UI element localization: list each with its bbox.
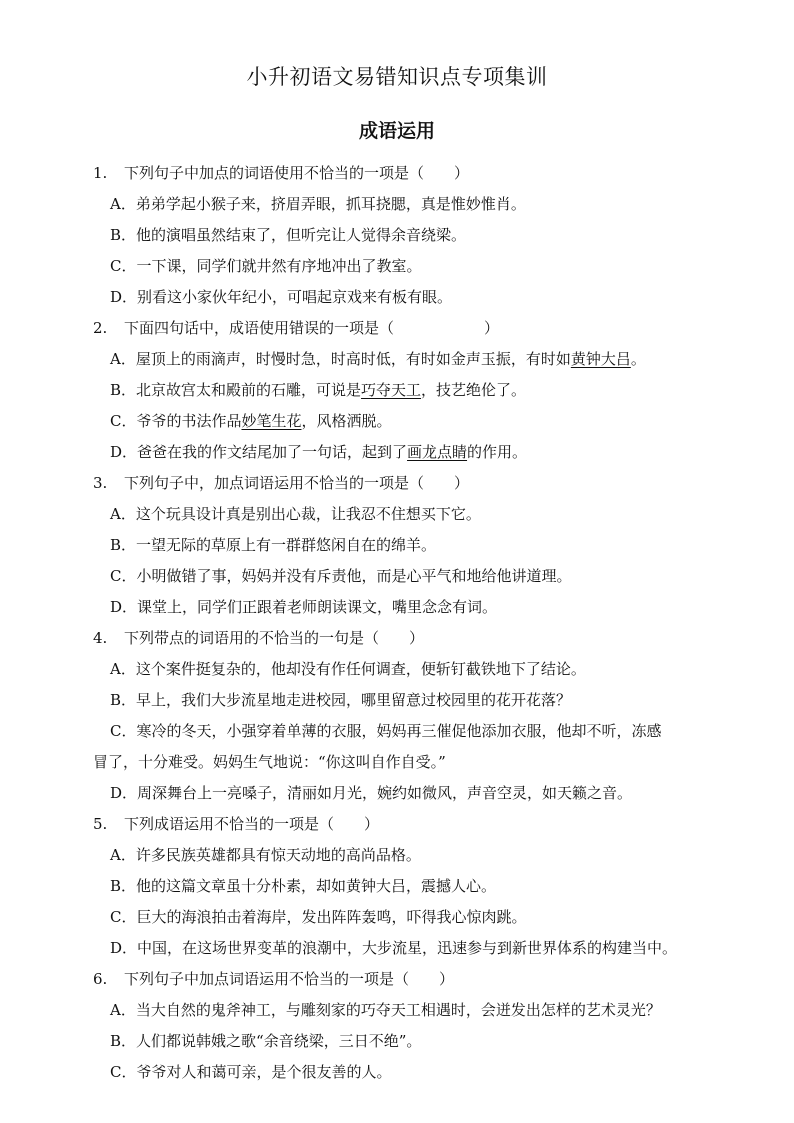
question-stem bbox=[93, 158, 705, 189]
question-text: 下列句子中加点词语运用不恰当的一项是（ ） bbox=[124, 970, 455, 988]
underlined-idiom: 黄钟大吕 bbox=[570, 350, 631, 368]
underlined-idiom: 妙笔生花 bbox=[241, 412, 302, 430]
option-text: C．爷爷的书法作品 bbox=[110, 412, 242, 430]
option-c bbox=[93, 406, 705, 437]
question-text: 下列成语运用不恰当的一项是（ ） bbox=[124, 815, 380, 833]
question-number: 4. bbox=[93, 629, 108, 647]
underlined-idiom: 巧夺天工 bbox=[361, 381, 422, 399]
option-a: A．弟弟学起小猴子来，挤眉弄眼，抓耳挠腮，真是惟妙惟肖。 bbox=[110, 195, 526, 213]
question-list bbox=[93, 158, 705, 1088]
option-d: D．中国，在这场世界变革的浪潮中，大步流星，迅速参与到新世界体系的构建当中。 bbox=[110, 939, 678, 957]
option-d: D．课堂上，同学们正跟着老师朗读课文，嘴里念念有词。 bbox=[110, 598, 498, 616]
option-c bbox=[93, 716, 705, 778]
option-c: C．巨大的海浪拍击着海岸，发出阵阵轰鸣，吓得我心惊肉跳。 bbox=[110, 908, 527, 926]
option-text: B．北京故宫太和殿前的石雕，可说是 bbox=[110, 381, 362, 399]
option-d: D．别看这小家伙年纪小，可唱起京戏来有板有眼。 bbox=[110, 288, 453, 306]
option-c: C．一下课，同学们就井然有序地冲出了教室。 bbox=[110, 257, 422, 275]
option-b: B．他的这篇文章虽十分朴素，却如黄钟大吕，震撼人心。 bbox=[110, 877, 497, 895]
question-number: 3. bbox=[93, 474, 108, 492]
question-text: 下列带点的词语用的不恰当的一句是（ ） bbox=[124, 629, 425, 647]
question-stem bbox=[93, 964, 705, 995]
question-text: 下列句子中，加点词语运用不恰当的一项是（ ） bbox=[124, 474, 470, 492]
option-text: A．屋顶上的雨滴声，时慢时急，时高时低，有时如金声玉振，有时如 bbox=[110, 350, 571, 368]
option-b bbox=[93, 375, 705, 406]
option-a: A．许多民族英雄都具有惊天动地的高尚品格。 bbox=[110, 846, 421, 864]
question-3 bbox=[93, 468, 705, 623]
question-4 bbox=[93, 623, 705, 809]
option-text-continued: 冒了，十分难受。妈妈生气地说：“你这叫自作自受。” bbox=[93, 753, 446, 771]
question-stem bbox=[93, 468, 705, 499]
option-text: 的作用。 bbox=[467, 443, 528, 461]
question-number: 1. bbox=[93, 164, 108, 182]
option-d bbox=[93, 437, 705, 468]
question-1 bbox=[93, 158, 705, 313]
option-b: B．一望无际的草原上有一群群悠闲自在的绵羊。 bbox=[110, 536, 437, 554]
question-5 bbox=[93, 809, 705, 964]
question-stem bbox=[93, 313, 705, 344]
option-text: ，风格洒脱。 bbox=[301, 412, 392, 430]
option-a: A．这个玩具设计真是别出心裁，让我忍不住想买下它。 bbox=[110, 505, 481, 523]
option-d: D．周深舞台上一亮嗓子，清丽如月光，婉约如微风，声音空灵，如天籁之音。 bbox=[110, 784, 633, 802]
option-text: 。 bbox=[630, 350, 646, 368]
question-stem bbox=[93, 623, 705, 654]
option-text: ，技艺绝伦了。 bbox=[421, 381, 527, 399]
underlined-idiom: 画龙点睛 bbox=[407, 443, 468, 461]
question-6 bbox=[93, 964, 705, 1088]
section-title: 成语运用 bbox=[358, 120, 435, 142]
document-title: 小升初语文易错知识点专项集训 bbox=[246, 65, 548, 89]
question-text: 下面四句话中，成语使用错误的一项是（ ） bbox=[124, 319, 500, 337]
option-text: C．寒冷的冬天，小强穿着单薄的衣服，妈妈再三催促他添加衣服，他却不听，冻感 bbox=[110, 722, 662, 740]
question-2 bbox=[93, 313, 705, 468]
option-c: C．爷爷对人和蔼可亲，是个很友善的人。 bbox=[110, 1063, 392, 1081]
option-b: B．他的演唱虽然结束了，但听完让人觉得余音绕梁。 bbox=[110, 226, 467, 244]
option-a bbox=[93, 344, 705, 375]
option-b: B．人们都说韩娥之歌“余音绕梁，三日不绝”。 bbox=[110, 1032, 422, 1050]
option-text: D．爸爸在我的作文结尾加了一句话，起到了 bbox=[110, 443, 408, 461]
question-text: 下列句子中加点的词语使用不恰当的一项是（ ） bbox=[124, 164, 470, 182]
question-stem bbox=[93, 809, 705, 840]
option-a: A．这个案件挺复杂的，他却没有作任何调查，便斩钉截铁地下了结论。 bbox=[110, 660, 586, 678]
option-b: B．早上，我们大步流星地走进校园，哪里留意过校园里的花开花落？ bbox=[110, 691, 572, 709]
option-a: A．当大自然的鬼斧神工，与雕刻家的巧夺天工相遇时，会迸发出怎样的艺术灵光？ bbox=[110, 1001, 661, 1019]
question-number: 2. bbox=[93, 319, 108, 337]
question-number: 5. bbox=[93, 815, 108, 833]
option-c: C．小明做错了事，妈妈并没有斥责他，而是心平气和地给他讲道理。 bbox=[110, 567, 572, 585]
question-number: 6. bbox=[93, 970, 108, 988]
